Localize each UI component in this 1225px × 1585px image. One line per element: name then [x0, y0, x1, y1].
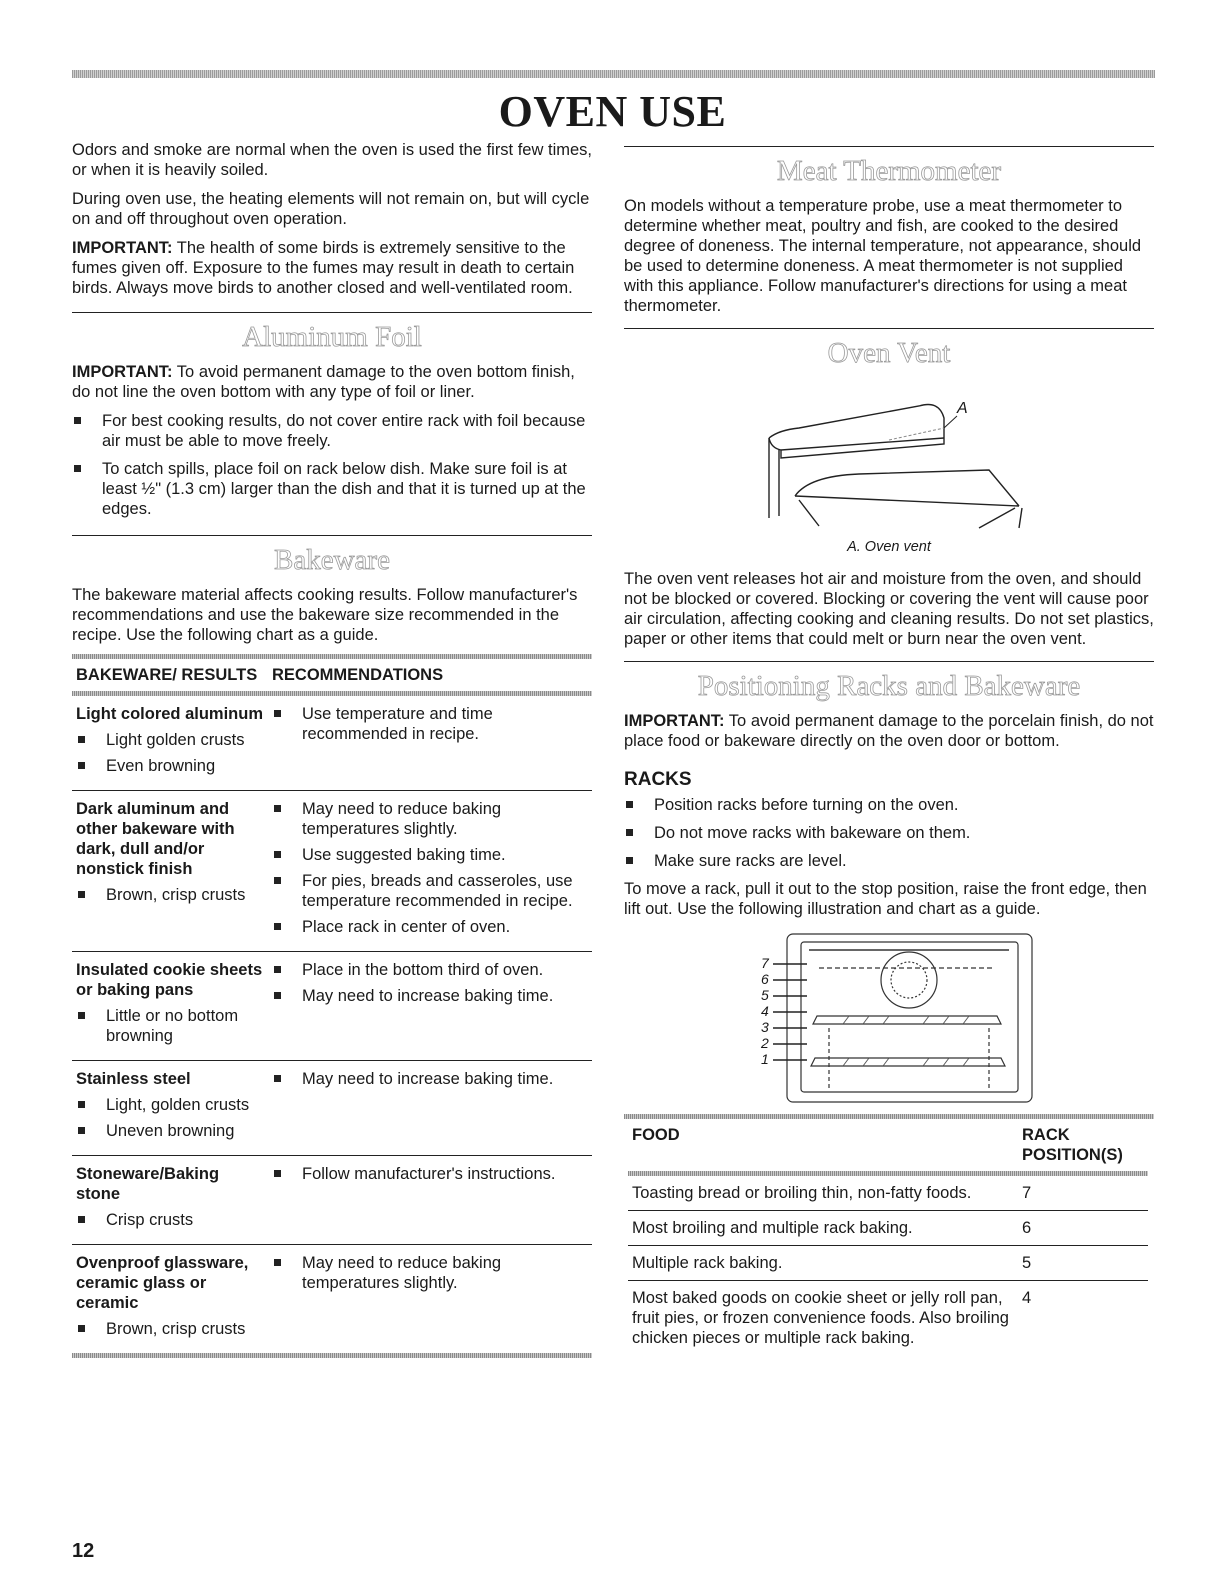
list-item: Light golden crusts [76, 730, 264, 750]
list-item: Light, golden crusts [76, 1095, 264, 1115]
column-header-rack-position: RACK POSITION(S) [1022, 1126, 1123, 1164]
positioning-important-text: To avoid permanent damage to the porcelain finish, do not place food or bakeware directly on the oven door or bottom. [624, 712, 1154, 750]
list-item: May need to reduce baking temperatures slightly. [272, 1253, 588, 1293]
table-header-row [628, 1119, 1148, 1171]
list-item: For best cooking results, do not cover entire rack with foil because air must be able to move freely. [72, 411, 592, 451]
bakeware-title: Bakeware [274, 544, 390, 576]
rack-number-5: 5 [761, 987, 769, 1003]
results-list [76, 1095, 264, 1141]
aluminum-foil-title: Aluminum Foil [242, 321, 422, 353]
list-item: Brown, crisp crusts [76, 885, 264, 905]
rack-number-1: 1 [761, 1051, 769, 1067]
oven-vent-text: The oven vent releases hot air and moisture from the oven, and should not be blocked or covered. Blocking or covering the vent will cause poor air circulation, affecting cooking and cleaning results. Do not set plastics, paper or other items that could melt or burn near the oven vent. [624, 570, 1154, 648]
list-item: May need to reduce baking temperatures slightly. [272, 799, 588, 839]
list-item: To catch spills, place foil on rack below dish. Make sure foil is at least ½" (1.3 cm) larger than the dish and that it is turned up at the edges. [72, 459, 592, 519]
column-header-food: FOOD [632, 1126, 680, 1144]
list-item: Place in the bottom third of oven. [272, 960, 588, 980]
table-row [72, 1156, 592, 1245]
results-list [76, 1210, 264, 1230]
results-list [76, 730, 264, 776]
oven-vent-title: Oven Vent [827, 337, 951, 369]
table-row [72, 696, 592, 791]
meat-thermometer-text: On models without a temperature probe, use a meat thermometer to determine whether meat, poultry and fish, are cooked to the desired degree of doneness. The internal temperature, not appearance, should be used to determine doneness. A meat thermometer is not supplied with this appliance. Follow manufacturer's directions for using a meat thermometer. [624, 197, 1142, 315]
list-item: Make sure racks are level. [624, 851, 1154, 871]
important-label: IMPORTANT: [72, 239, 173, 257]
results-list [76, 1006, 264, 1046]
rack-number-4: 4 [761, 1003, 769, 1019]
recommendations-list [272, 1069, 588, 1089]
aluminum-foil-important [72, 362, 592, 402]
rack-number-3: 3 [761, 1019, 769, 1035]
intro-paragraph-2: During oven use, the heating elements will not remain on, but will cycle on and off throughout oven operation. [72, 190, 590, 228]
list-item: Follow manufacturer's instructions. [272, 1164, 588, 1184]
section-divider [72, 312, 592, 313]
list-item: Little or no bottom browning [76, 1006, 264, 1046]
move-rack-text: To move a rack, pull it out to the stop position, raise the front edge, then lift out. Use the following illustration and chart as a guide. [624, 880, 1147, 918]
oven-vent-illustration [739, 378, 1039, 533]
recommendations-list [272, 1253, 588, 1293]
results-list [76, 885, 264, 905]
page-title: OVEN USE [498, 87, 727, 136]
important-label: IMPORTANT: [72, 363, 173, 381]
important-birds-note [72, 238, 592, 298]
table-row [628, 1211, 1148, 1246]
aluminum-foil-bullets [72, 411, 592, 519]
racks-heading: RACKS [624, 769, 692, 790]
list-item: Place rack in center of oven. [272, 917, 588, 937]
table-row [628, 1246, 1148, 1281]
section-divider [72, 535, 592, 536]
oven-racks-illustration [739, 928, 1039, 1108]
list-item: Use temperature and time recommended in recipe. [272, 704, 588, 744]
list-item: Even browning [76, 756, 264, 776]
meat-thermometer-title: Meat Thermometer [776, 155, 1002, 187]
bakeware-material: Light colored aluminum [76, 705, 264, 723]
rack-position-cell: 6 [1018, 1211, 1148, 1246]
rack-position-cell: 5 [1018, 1246, 1148, 1281]
table-row [72, 791, 592, 952]
list-item: Position racks before turning on the oven. [624, 795, 1154, 815]
list-item: Do not move racks with bakeware on them. [624, 823, 1154, 843]
list-item: Use suggested baking time. [272, 845, 588, 865]
left-column [72, 140, 592, 1358]
table-row [72, 1061, 592, 1156]
top-rule [72, 70, 1155, 78]
recommendations-list [272, 1164, 588, 1184]
table-header-row [72, 659, 592, 691]
bakeware-material: Stainless steel [76, 1070, 191, 1088]
table-row [628, 1176, 1148, 1211]
positioning-important [624, 711, 1154, 751]
important-birds-text: The health of some birds is extremely sensitive to the fumes given off. Exposure to the fumes may result in death to certain birds. Always move birds to another closed and well-ventilated room. [72, 239, 575, 297]
page-number: 12 [72, 1540, 95, 1562]
oven-vent-figure [739, 378, 1039, 533]
bakeware-material: Ovenproof glassware, ceramic glass or ceramic [76, 1254, 249, 1312]
list-item: Brown, crisp crusts [76, 1319, 264, 1339]
oven-vent-caption: A. Oven vent [847, 539, 931, 555]
important-label: IMPORTANT: [624, 712, 725, 730]
food-cell: Multiple rack baking. [628, 1246, 1018, 1281]
results-list [76, 1319, 264, 1339]
rack-number-6: 6 [761, 971, 769, 987]
table-row [72, 1245, 592, 1354]
table-row [72, 952, 592, 1061]
section-divider [624, 328, 1154, 329]
rack-number-7: 7 [761, 955, 769, 971]
rack-position-table [628, 1119, 1148, 1355]
rack-position-cell: 4 [1018, 1281, 1148, 1356]
food-cell: Most broiling and multiple rack baking. [628, 1211, 1018, 1246]
rack-bullets [624, 795, 1154, 871]
list-item: May need to increase baking time. [272, 1069, 588, 1089]
table-row [628, 1281, 1148, 1356]
bakeware-material: Dark aluminum and other bakeware with dark, dull and/or nonstick finish [76, 800, 235, 878]
recommendations-list [272, 704, 588, 744]
rack-positions-figure [739, 928, 1039, 1108]
bakeware-material: Insulated cookie sheets or baking pans [76, 961, 263, 999]
section-divider [624, 146, 1154, 147]
right-column [624, 140, 1154, 1355]
rack-position-cell: 7 [1022, 1184, 1032, 1202]
recommendations-list [272, 799, 588, 937]
intro-paragraph-1: Odors and smoke are normal when the oven is used the first few times, or when it is heavily soiled. [72, 141, 592, 179]
section-divider [624, 661, 1154, 662]
bakeware-material: Stoneware/Baking stone [76, 1165, 220, 1203]
column-header-recommendations: RECOMMENDATIONS [272, 666, 444, 684]
column-header-bakeware: BAKEWARE/ RESULTS [76, 666, 258, 684]
recommendations-list [272, 960, 588, 1006]
table-hatch-rule [72, 1353, 592, 1358]
list-item: For pies, breads and casseroles, use temperature recommended in recipe. [272, 871, 588, 911]
bakeware-intro: The bakeware material affects cooking results. Follow manufacturer's recommendations and use the bakeware size recommended in the recipe. Use the following chart as a guide. [72, 586, 578, 644]
positioning-title: Positioning Racks and Bakeware [697, 670, 1081, 702]
food-cell: Toasting bread or broiling thin, non-fatty foods. [632, 1184, 972, 1202]
food-cell: Most baked goods on cookie sheet or jelly roll pan, fruit pies, or frozen convenience foods. Also broiling chicken pieces or multiple rack baking. [628, 1281, 1018, 1356]
oven-vent-callout-a: A [957, 400, 968, 417]
bakeware-table [72, 659, 592, 1353]
aluminum-foil-important-text: To avoid permanent damage to the oven bottom finish, do not line the oven bottom with any type of foil or liner. [72, 363, 575, 401]
list-item: May need to increase baking time. [272, 986, 588, 1006]
list-item: Uneven browning [76, 1121, 264, 1141]
rack-number-2: 2 [761, 1035, 769, 1051]
list-item: Crisp crusts [76, 1210, 264, 1230]
